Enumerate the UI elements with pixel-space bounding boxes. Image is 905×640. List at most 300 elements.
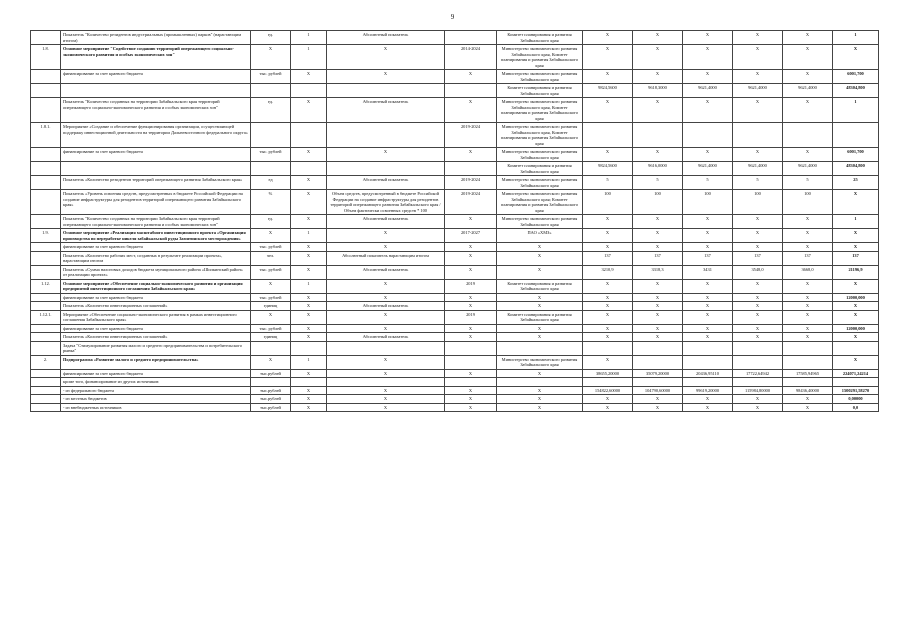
table-cell: 2019-2024: [445, 123, 497, 148]
table-cell: X: [683, 148, 733, 162]
table-cell: [783, 378, 833, 387]
table-cell: X: [783, 45, 833, 70]
table-cell: X: [291, 176, 327, 190]
table-cell: тыс. рублей: [251, 243, 291, 252]
table-cell: Основное мероприятие "Содействие созданию территорий опережающего социально-экономического развития и особых экономических зон": [61, 45, 251, 70]
table-cell: X: [733, 70, 783, 84]
table-cell: 1.8.1.: [31, 123, 61, 148]
table-row: [31, 45, 879, 70]
table-cell: Показатель «Количество инвестиционных соглашений»: [61, 302, 251, 311]
table-cell: Комитет планирования и развития Забайкальского края: [497, 31, 583, 45]
table-cell: X: [291, 403, 327, 412]
table-cell: X: [291, 265, 327, 279]
table-cell: X: [633, 333, 683, 342]
table-cell: 5: [633, 176, 683, 190]
table-cell: Показатель "Количество созданных на территории Забайкальского края территорий опережающего социально-экономического развития и особых экономических зон": [61, 98, 251, 123]
table-cell: X: [445, 243, 497, 252]
table-cell: [445, 378, 497, 387]
table-row: [31, 31, 879, 45]
table-cell: 224071,24214: [833, 369, 879, 378]
table-cell: 5: [783, 176, 833, 190]
table-cell: X: [445, 333, 497, 342]
table-cell: Министерство экономического развития Забайкальского края, Комитет планирования и развития Забайкальского края: [497, 123, 583, 148]
table-cell: 35079,20000: [633, 369, 683, 378]
table-cell: 5: [733, 176, 783, 190]
table-cell: X: [683, 229, 733, 243]
table-cell: Мероприятие «Обеспечение социально-экономического развития в рамках инвестиционного соглашения Забайкальского края»: [61, 310, 251, 324]
table-cell: Комитет планирования и развития Забайкальского края: [497, 310, 583, 324]
table-cell: Основное мероприятие «Обеспечение социально-экономического развития и организация предприятий инвестиционного соглашения Забайкальского края»: [61, 279, 251, 293]
table-cell: финансирование за счет краевого бюджета: [61, 324, 251, 333]
table-cell: X: [327, 369, 445, 378]
table-cell: Абсолютный показатель: [327, 265, 445, 279]
table-cell: 137: [783, 251, 833, 265]
table-cell: Задача "Стимулирование развития малого и среднего предпринимательства и потребительского рынка": [61, 341, 251, 355]
table-cell: [583, 378, 633, 387]
table-cell: [733, 123, 783, 148]
table-cell: 115984,80000: [733, 386, 783, 395]
table-cell: 100: [783, 190, 833, 215]
table-cell: финансирование за счет краевого бюджета: [61, 148, 251, 162]
table-cell: X: [633, 324, 683, 333]
table-cell: [251, 123, 291, 148]
table-cell: 0,00000: [833, 395, 879, 404]
table-row: [31, 386, 879, 395]
table-cell: 2019-2024: [445, 190, 497, 215]
table-cell: [783, 123, 833, 148]
table-cell: X: [733, 279, 783, 293]
table-cell: 2019: [445, 279, 497, 293]
table-row: [31, 378, 879, 387]
table-cell: 1: [833, 31, 879, 45]
table-cell: X: [251, 279, 291, 293]
table-cell: X: [733, 45, 783, 70]
table-cell: [327, 84, 445, 98]
table-cell: Комитет планирования и развития Забайкальского края: [497, 84, 583, 98]
table-cell: X: [733, 333, 783, 342]
table-cell: X: [683, 293, 733, 302]
table-cell: 2.: [31, 355, 61, 369]
table-cell: X: [291, 324, 327, 333]
table-cell: X: [783, 31, 833, 45]
table-cell: 3318,3: [633, 265, 683, 279]
table-cell: X: [445, 70, 497, 84]
table-cell: X: [683, 279, 733, 293]
table-row: [31, 162, 879, 176]
table-cell: X: [633, 302, 683, 311]
table-cell: X: [291, 310, 327, 324]
table-row: [31, 369, 879, 378]
table-cell: Показатель «Сумма налоговых доходов бюджета муниципального района «Шилкинский район» от реализации проекта»: [61, 265, 251, 279]
table-cell: 3548,0: [733, 265, 783, 279]
table-cell: [31, 162, 61, 176]
table-cell: X: [583, 310, 633, 324]
table-cell: [633, 355, 683, 369]
table-cell: X: [445, 215, 497, 229]
table-cell: X: [445, 265, 497, 279]
table-cell: X: [583, 98, 633, 123]
table-cell: X: [327, 403, 445, 412]
table-cell: X: [783, 293, 833, 302]
table-cell: X: [445, 395, 497, 404]
table-cell: 98436,40000: [783, 386, 833, 395]
table-cell: [633, 378, 683, 387]
table-cell: X: [633, 403, 683, 412]
table-cell: [327, 378, 445, 387]
table-cell: 1: [291, 229, 327, 243]
table-cell: X: [291, 98, 327, 123]
table-cell: 2014-2024: [445, 45, 497, 70]
table-cell: 104790,60000: [633, 386, 683, 395]
table-cell: X: [445, 98, 497, 123]
table-cell: X: [833, 243, 879, 252]
table-row: [31, 395, 879, 404]
table-cell: 137: [733, 251, 783, 265]
table-cell: Абсолютный показатель: [327, 176, 445, 190]
table-cell: X: [783, 310, 833, 324]
table-cell: [251, 84, 291, 98]
table-cell: X: [733, 395, 783, 404]
table-cell: ед.: [251, 31, 291, 45]
table-cell: X: [497, 251, 583, 265]
table-cell: X: [633, 31, 683, 45]
table-cell: Показатель «Количество рабочих мест, созданных в результате реализации проекта», нарастающим итогом: [61, 251, 251, 265]
table-cell: 9621,4000: [733, 162, 783, 176]
table-cell: X: [251, 310, 291, 324]
table-row: [31, 123, 879, 148]
table-cell: X: [833, 302, 879, 311]
table-row: [31, 279, 879, 293]
table-cell: 1: [833, 215, 879, 229]
table-cell: X: [445, 324, 497, 333]
table-cell: Мероприятие «Создание и обеспечение функционирования организации, осуществляющей поддержку инвестиционной деятельности на территории Дальневосточного федерального округа»: [61, 123, 251, 148]
table-cell: X: [583, 302, 633, 311]
table-cell: 38655,20000: [583, 369, 633, 378]
table-cell: [31, 302, 61, 311]
table-cell: Показатель «Количество резидентов территорий опережающего развития Забайкальского края»: [61, 176, 251, 190]
table-cell: 9621,4000: [733, 84, 783, 98]
table-row: [31, 190, 879, 215]
table-cell: X: [633, 279, 683, 293]
table-cell: Министерство экономического развития Забайкальского края: [497, 215, 583, 229]
table-cell: X: [497, 369, 583, 378]
table-cell: X: [583, 229, 633, 243]
table-cell: [327, 123, 445, 148]
table-cell: X: [683, 310, 733, 324]
table-cell: X: [251, 229, 291, 243]
table-cell: [31, 378, 61, 387]
table-cell: 100: [633, 190, 683, 215]
table-cell: X: [683, 395, 733, 404]
table-cell: X: [833, 229, 879, 243]
table-cell: 99619,20000: [683, 386, 733, 395]
table-cell: [31, 403, 61, 412]
table-cell: 100: [733, 190, 783, 215]
table-cell: [445, 341, 497, 355]
table-cell: 3668,0: [783, 265, 833, 279]
table-row: [31, 215, 879, 229]
table-row: [31, 341, 879, 355]
table-cell: 9621,4000: [683, 162, 733, 176]
table-cell: [31, 293, 61, 302]
table-cell: X: [783, 302, 833, 311]
table-cell: X: [583, 403, 633, 412]
table-cell: тыс. рублей: [251, 265, 291, 279]
table-cell: 1.12.1.: [31, 310, 61, 324]
table-row: [31, 302, 879, 311]
table-cell: X: [327, 148, 445, 162]
table-cell: [733, 355, 783, 369]
table-cell: 9616,0000: [633, 162, 683, 176]
table-cell: X: [497, 395, 583, 404]
table-cell: X: [327, 279, 445, 293]
table-cell: [31, 341, 61, 355]
table-cell: тыс. рублей: [251, 148, 291, 162]
table-cell: X: [583, 293, 633, 302]
table-cell: 48304,800: [833, 162, 879, 176]
table-row: [31, 324, 879, 333]
table-cell: [445, 355, 497, 369]
table-cell: X: [327, 243, 445, 252]
table-cell: [291, 341, 327, 355]
table-cell: Абсолютный показатель: [327, 31, 445, 45]
table-cell: [683, 123, 733, 148]
table-cell: финансирование за счет краевого бюджета: [61, 70, 251, 84]
table-cell: Комитет планирования и развития Забайкальского края: [497, 279, 583, 293]
table-cell: X: [733, 293, 783, 302]
table-cell: X: [633, 293, 683, 302]
table-cell: [31, 386, 61, 395]
table-cell: X: [833, 310, 879, 324]
table-cell: ед.: [251, 98, 291, 123]
table-cell: X: [251, 45, 291, 70]
table-cell: X: [445, 386, 497, 395]
table-cell: [583, 123, 633, 148]
table-cell: [291, 378, 327, 387]
table-cell: Комитет планирования и развития Забайкальского края: [497, 162, 583, 176]
table-cell: X: [445, 293, 497, 302]
table-cell: [31, 176, 61, 190]
table-cell: X: [833, 355, 879, 369]
table-cell: X: [291, 333, 327, 342]
table-cell: 1: [291, 31, 327, 45]
table-cell: Показатель «Количество инвестиционных соглашений»: [61, 333, 251, 342]
table-cell: X: [733, 215, 783, 229]
table-cell: X: [733, 302, 783, 311]
table-cell: Показатель «Уровень освоения средств, предусмотренных в бюджете Российской Федерации на создание инфраструктуры для резидентов территорий опережающего развития Забайкальского края»: [61, 190, 251, 215]
table-cell: X: [445, 403, 497, 412]
table-cell: единиц: [251, 302, 291, 311]
table-cell: X: [497, 265, 583, 279]
table-cell: X: [733, 310, 783, 324]
table-cell: X: [497, 403, 583, 412]
table-cell: Подпрограмма «Развитие малого и среднего предпринимательства»: [61, 355, 251, 369]
table-cell: X: [633, 45, 683, 70]
table-cell: [31, 98, 61, 123]
table-cell: X: [683, 70, 733, 84]
table-row: [31, 251, 879, 265]
table-cell: [633, 123, 683, 148]
table-cell: X: [733, 403, 783, 412]
table-cell: [683, 378, 733, 387]
table-cell: X: [291, 302, 327, 311]
table-cell: [497, 341, 583, 355]
table-cell: 9621,4000: [783, 84, 833, 98]
table-cell: 9824,5600: [583, 162, 633, 176]
table-cell: [31, 395, 61, 404]
table-cell: Министерство экономического развития Забайкальского края: [497, 70, 583, 84]
table-cell: 1.8.: [31, 45, 61, 70]
table-cell: Основное мероприятие «Реализация масштабного инвестиционного проекта «Организация производства по переработке никеля забайкальской руды Замятинского месторождения»: [61, 229, 251, 243]
table-cell: X: [583, 70, 633, 84]
table-cell: X: [291, 251, 327, 265]
table-cell: %: [251, 190, 291, 215]
table-cell: [733, 378, 783, 387]
table-cell: X: [291, 395, 327, 404]
table-cell: кроме того, финансирование из других источников:: [61, 378, 251, 387]
table-cell: X: [783, 324, 833, 333]
table-cell: Показатель "Количество созданных на территории Забайкальского края территорий опережающего социально-экономического развития и особых экономических зон": [61, 215, 251, 229]
table-cell: X: [733, 31, 783, 45]
table-cell: X: [583, 45, 633, 70]
table-cell: X: [327, 45, 445, 70]
table-cell: Абсолютный показатель нарастающим итогом: [327, 251, 445, 265]
table-row: [31, 310, 879, 324]
table-cell: тыс.рублей: [251, 403, 291, 412]
table-cell: X: [683, 324, 733, 333]
table-cell: X: [683, 31, 733, 45]
table-cell: X: [291, 215, 327, 229]
table-cell: [633, 341, 683, 355]
table-cell: финансирование за счет краевого бюджета: [61, 369, 251, 378]
table-cell: [31, 148, 61, 162]
table-cell: - из внебюджетных источников: [61, 403, 251, 412]
table-cell: 48304,800: [833, 84, 879, 98]
table-cell: 3210,9: [583, 265, 633, 279]
table-cell: [31, 369, 61, 378]
table-cell: тыс. рублей: [251, 324, 291, 333]
table-cell: X: [683, 333, 733, 342]
table-cell: финансирование за счет краевого бюджета: [61, 243, 251, 252]
table-cell: X: [833, 190, 879, 215]
table-cell: [31, 215, 61, 229]
table-cell: ед: [251, 176, 291, 190]
table-cell: 1: [833, 98, 879, 123]
table-cell: X: [633, 243, 683, 252]
table-cell: X: [327, 324, 445, 333]
table-cell: X: [683, 302, 733, 311]
table-cell: 5: [683, 176, 733, 190]
table-row: [31, 243, 879, 252]
page-number: 9: [450, 13, 455, 21]
table-cell: тыс. рублей: [251, 293, 291, 302]
table-cell: X: [327, 310, 445, 324]
table-cell: X: [683, 403, 733, 412]
table-cell: 1.12.: [31, 279, 61, 293]
table-cell: X: [583, 355, 633, 369]
table-cell: [683, 355, 733, 369]
table-cell: X: [445, 148, 497, 162]
table-row: [31, 403, 879, 412]
table-cell: X: [783, 243, 833, 252]
table-cell: Абсолютный показатель: [327, 98, 445, 123]
table-cell: Объем средств, предусмотренный в бюджете Российской Федерации на создание инфраструктуры для резидентов территорий опережающего развития Забайкальского края / Объем фактически освоенных средств * 100: [327, 190, 445, 215]
table-cell: [31, 243, 61, 252]
table-row: [31, 98, 879, 123]
table-cell: единиц: [251, 333, 291, 342]
table-cell: X: [783, 148, 833, 162]
table-cell: Министерство экономического развития Забайкальского края: [497, 355, 583, 369]
table-cell: [61, 162, 251, 176]
table-cell: 9621,4000: [783, 162, 833, 176]
table-cell: 21196,9: [833, 265, 879, 279]
table-cell: X: [833, 279, 879, 293]
table-cell: X: [783, 98, 833, 123]
table-cell: X: [291, 386, 327, 395]
table-cell: X: [633, 70, 683, 84]
table-cell: X: [327, 229, 445, 243]
table-cell: [291, 84, 327, 98]
table-cell: X: [683, 45, 733, 70]
table-row: [31, 148, 879, 162]
table-cell: [291, 123, 327, 148]
table-cell: Абсолютный показатель: [327, 215, 445, 229]
table-cell: X: [291, 190, 327, 215]
table-cell: [833, 123, 879, 148]
table-cell: 1500291,58270: [833, 386, 879, 395]
table-cell: [31, 324, 61, 333]
table-cell: X: [633, 98, 683, 123]
table-cell: X: [497, 243, 583, 252]
table-cell: [31, 265, 61, 279]
table-row: [31, 265, 879, 279]
table-cell: X: [733, 148, 783, 162]
table-cell: X: [291, 148, 327, 162]
table-row: [31, 229, 879, 243]
table-cell: 17722,64942: [733, 369, 783, 378]
table-cell: X: [633, 229, 683, 243]
table-cell: 0,0: [833, 403, 879, 412]
table-cell: 12000,000: [833, 293, 879, 302]
table-cell: X: [583, 148, 633, 162]
table-cell: финансирование за счет краевого бюджета: [61, 293, 251, 302]
table-cell: X: [733, 243, 783, 252]
table-cell: X: [733, 324, 783, 333]
table-cell: X: [497, 386, 583, 395]
table-cell: X: [833, 45, 879, 70]
table-cell: [31, 31, 61, 45]
table-cell: X: [445, 369, 497, 378]
table-cell: 2017-2027: [445, 229, 497, 243]
table-cell: X: [327, 355, 445, 369]
table-row: [31, 293, 879, 302]
table-cell: X: [783, 395, 833, 404]
table-cell: [291, 162, 327, 176]
table-cell: X: [633, 310, 683, 324]
table-cell: Министерство экономического развития Забайкальского края, Комитет планирования и развития Забайкальского края: [497, 45, 583, 70]
table-row: [31, 176, 879, 190]
table-cell: X: [583, 333, 633, 342]
table-cell: X: [633, 395, 683, 404]
table-cell: 1.9.: [31, 229, 61, 243]
table-cell: [833, 378, 879, 387]
table-cell: [445, 162, 497, 176]
table-cell: [327, 162, 445, 176]
table-cell: X: [583, 324, 633, 333]
table-cell: ед.: [251, 215, 291, 229]
table-cell: 1: [291, 279, 327, 293]
table-cell: X: [291, 70, 327, 84]
